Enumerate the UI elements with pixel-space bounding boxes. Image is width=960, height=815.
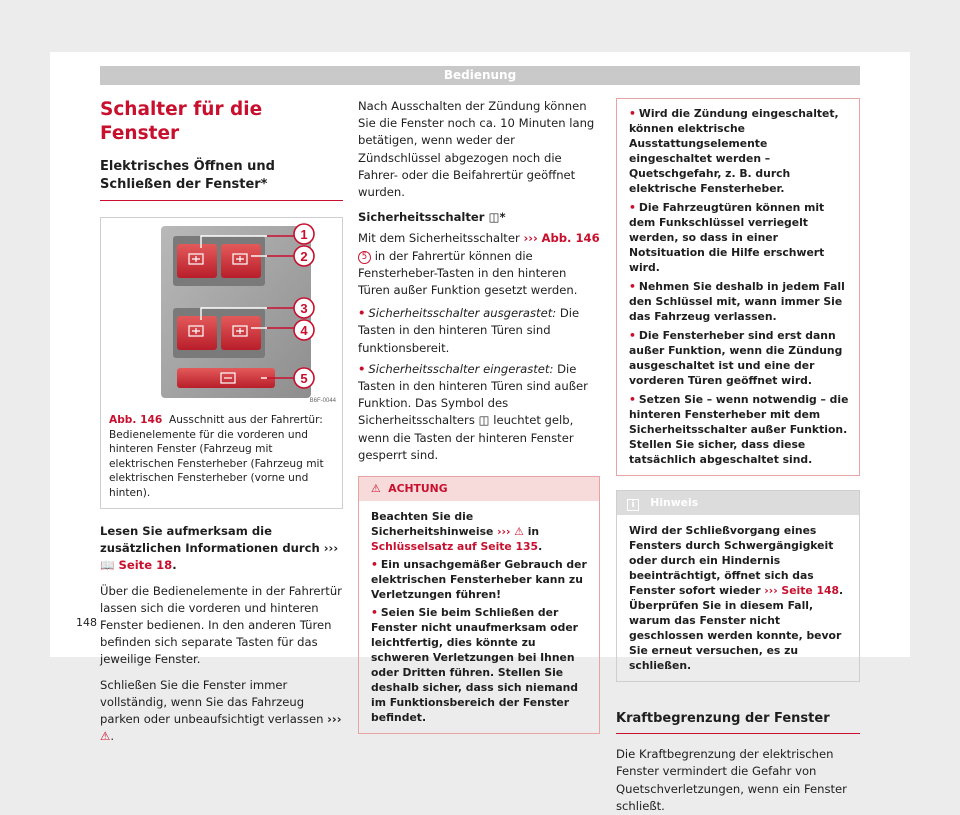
note-header [617, 491, 859, 515]
warning-item: • Nehmen Sie deshalb in jedem Fall den Schlüssel mit, wann immer Sie das Fahrzeug verlassen. [629, 280, 845, 323]
info-icon: i [627, 499, 639, 511]
subtitle: Elektrisches Öffnen und Schließen der Fenster* [100, 158, 343, 201]
callout-3: 3 [300, 301, 308, 316]
callout-5: 5 [300, 371, 308, 386]
warning-item: • Seien Sie beim Schließen der Fenster nicht unaufmerksam oder leichtfertig, dies könnte zu schweren Verletzungen bei Ihnen oder Dritten führen. Stellen Sie deshalb sicher, dass sich niemand im Funktionsbereich der Fenster befindet. [371, 606, 579, 725]
ref-text-a: Mit dem Sicherheitsschalter [358, 231, 520, 246]
safety-switch-paragraph [358, 230, 600, 299]
warning-triangle-icon: ⚠ [514, 525, 524, 539]
bullet2-text-a: Die Tasten in den hinteren Türen sind außer Funktion. Das Symbol des Sicherheitsschalters [358, 361, 588, 428]
intro-link[interactable]: Seite 18 [118, 558, 173, 573]
warning-continued-box [616, 98, 860, 476]
note-text-b: . Überprüfen Sie in diesem Fall, warum das Fenster nicht geschlossen werden konnte, bevor Sie erneut versuchen, es zu schließen. [629, 584, 844, 672]
callout-4: 4 [300, 323, 308, 338]
ref-text-b: in der Fahrertür können die Fensterheber-Tasten in den hinteren Türen außer Funktion gesetzt werden. [358, 248, 578, 298]
warning-triangle-icon[interactable]: ⚠ [100, 729, 111, 744]
bullet2-label: Sicherheitsschalter eingerastet: [368, 361, 554, 376]
caption-text: Ausschnitt aus der Fahrertür: Bedienelemente für die vorderen und hinteren Fenster (Fahrzeug mit elektrischen Fensterheber (Fahrzeug mit elektrischen Fensterheber (vorne und hinten). [109, 414, 324, 499]
warning-item: • Ein unsachgemäßer Gebrauch der elektrischen Fensterheber kann zu Verletzungen führen! [371, 558, 587, 602]
bullet1-text: Die Tasten in den hinteren Türen sind funktionsbereit. [358, 306, 580, 355]
intro-text: Lesen Sie aufmerksam die zusätzlichen Informationen durch [100, 524, 320, 556]
book-icon: 📖 [100, 558, 115, 573]
heading-text: Sicherheitsschalter [358, 210, 485, 225]
safety-switch-icon: ◫ [478, 413, 490, 428]
body-paragraph-1: Über die Bedienelemente in der Fahrertür lassen sich die vorderen und hinteren Fenster bedienen. In den anderen Türen befinden sich separate Tasten für das jeweilige Fenster. [100, 583, 342, 667]
figure-caption [101, 406, 342, 508]
warning-link[interactable]: Schlüsselsatz auf Seite 135 [371, 540, 539, 554]
intro-paragraph: Lesen Sie aufmerksam die zusätzlichen Informationen durch ››› 📖 Seite 18. [100, 524, 339, 573]
caption-label: Abb. 146 [109, 414, 163, 426]
bullet1-label: Sicherheitsschalter ausgerastet: [368, 306, 557, 321]
section-paragraph: Die Kraftbegrenzung der elektrischen Fenster vermindert die Gefahr von Quetschverletzungen, wenn ein Fenster schließt. [616, 747, 847, 813]
para2-arrows: ››› [327, 712, 342, 727]
switch-front-left [177, 244, 217, 278]
callout-1: 1 [300, 227, 308, 242]
warning-intro [371, 509, 591, 554]
ref-number: 5 [358, 251, 371, 264]
warning-body [359, 501, 599, 733]
warning-header [359, 477, 599, 501]
safety-switch-icon: ◫ [488, 210, 500, 225]
switch-rear-right [221, 316, 261, 350]
switch-rear-left [177, 316, 217, 350]
note-arrows: ››› [764, 584, 778, 597]
warning-box [358, 476, 600, 734]
warning-item: • Die Fahrzeugtüren können mit dem Funkschlüssel verriegelt werden, so dass in einer Notsituation die Hilfe erschwert wird. [629, 201, 825, 274]
note-body [617, 515, 859, 681]
safety-switch-heading [358, 209, 600, 226]
bullet-icon: • [358, 306, 366, 321]
warning-triangle-icon: ⚠ [371, 482, 381, 496]
warning-end: . [538, 540, 543, 554]
warning-item: • Setzen Sie – wenn notwendig – die hinteren Fensterheber mit dem Sicherheitsschalter außer Funktion. Stellen Sie sicher, dass diese tatsächlich abgeschaltet sind. [629, 393, 849, 466]
callout-2: 2 [300, 249, 308, 264]
warning-arrows: ››› [497, 525, 511, 539]
warning-in: in [527, 525, 540, 539]
note-link[interactable]: Seite 148 [781, 584, 840, 597]
figure-code: B6F-0044 [309, 398, 336, 404]
warning-item: • Wird die Zündung eingeschaltet, können elektrische Ausstattungselemente eingeschaltet werden – Quetschgefahr, z. B. durch elektrische Fensterheber. [629, 107, 839, 195]
ref-link[interactable]: Abb. 146 [541, 231, 600, 246]
note-box [616, 490, 860, 682]
ignition-paragraph: Nach Ausschalten der Zündung können Sie die Fenster noch ca. 10 Minuten lang betätigen, wenn weder der Zündschlüssel abgezogen noch die Fahrer- oder die Beifahrertür geöffnet wurden. [358, 99, 595, 200]
intro-arrows: ››› [323, 541, 339, 556]
ref-arrows: ››› [523, 231, 538, 246]
para2-text: Schließen Sie die Fenster immer vollständig, wenn Sie das Fahrzeug parken oder unbeaufsichtigt verlassen [100, 677, 324, 727]
bullet-icon: • [358, 361, 366, 376]
body-paragraph-2: Schließen Sie die Fenster immer vollständig, wenn Sie das Fahrzeug parken oder unbeaufsichtigt verlassen ››› ⚠. [100, 677, 342, 744]
figure-window-switches [100, 217, 343, 509]
switch-front-right [221, 244, 261, 278]
warning-intro-text: Beachten Sie die Sicherheitshinweise [371, 510, 494, 539]
section-heading: Kraftbegrenzung der Fenster [616, 710, 860, 734]
column-right [616, 98, 860, 815]
column-left [100, 98, 343, 745]
note-title: Hinweis [650, 496, 699, 509]
note-text-a: Wird der Schließvorgang eines Fensters durch Schwergängigkeit oder durch ein Hindernis beeinträchtigt, öffnet sich das Fenster sofort wieder [629, 524, 834, 597]
bullet-disengaged [358, 305, 600, 357]
bullet2-text-b: leuchtet gelb, wenn die Tasten der hinteren Fenster gesperrt sind. [358, 413, 574, 462]
bullet-engaged [358, 361, 600, 464]
page-number: 148 [76, 616, 97, 629]
window-switch-illustration [101, 218, 342, 406]
heading-star: * [499, 210, 506, 225]
warning-title: ACHTUNG [388, 482, 448, 496]
page-title: Schalter für die Fenster [100, 99, 263, 144]
column-middle [358, 98, 600, 734]
warning-item: • Die Fensterheber sind erst dann außer Funktion, wenn die Zündung ausgeschaltet ist und eine der vorderen Türen geöffnet wird. [629, 329, 843, 387]
section-header: Bedienung [100, 66, 860, 85]
